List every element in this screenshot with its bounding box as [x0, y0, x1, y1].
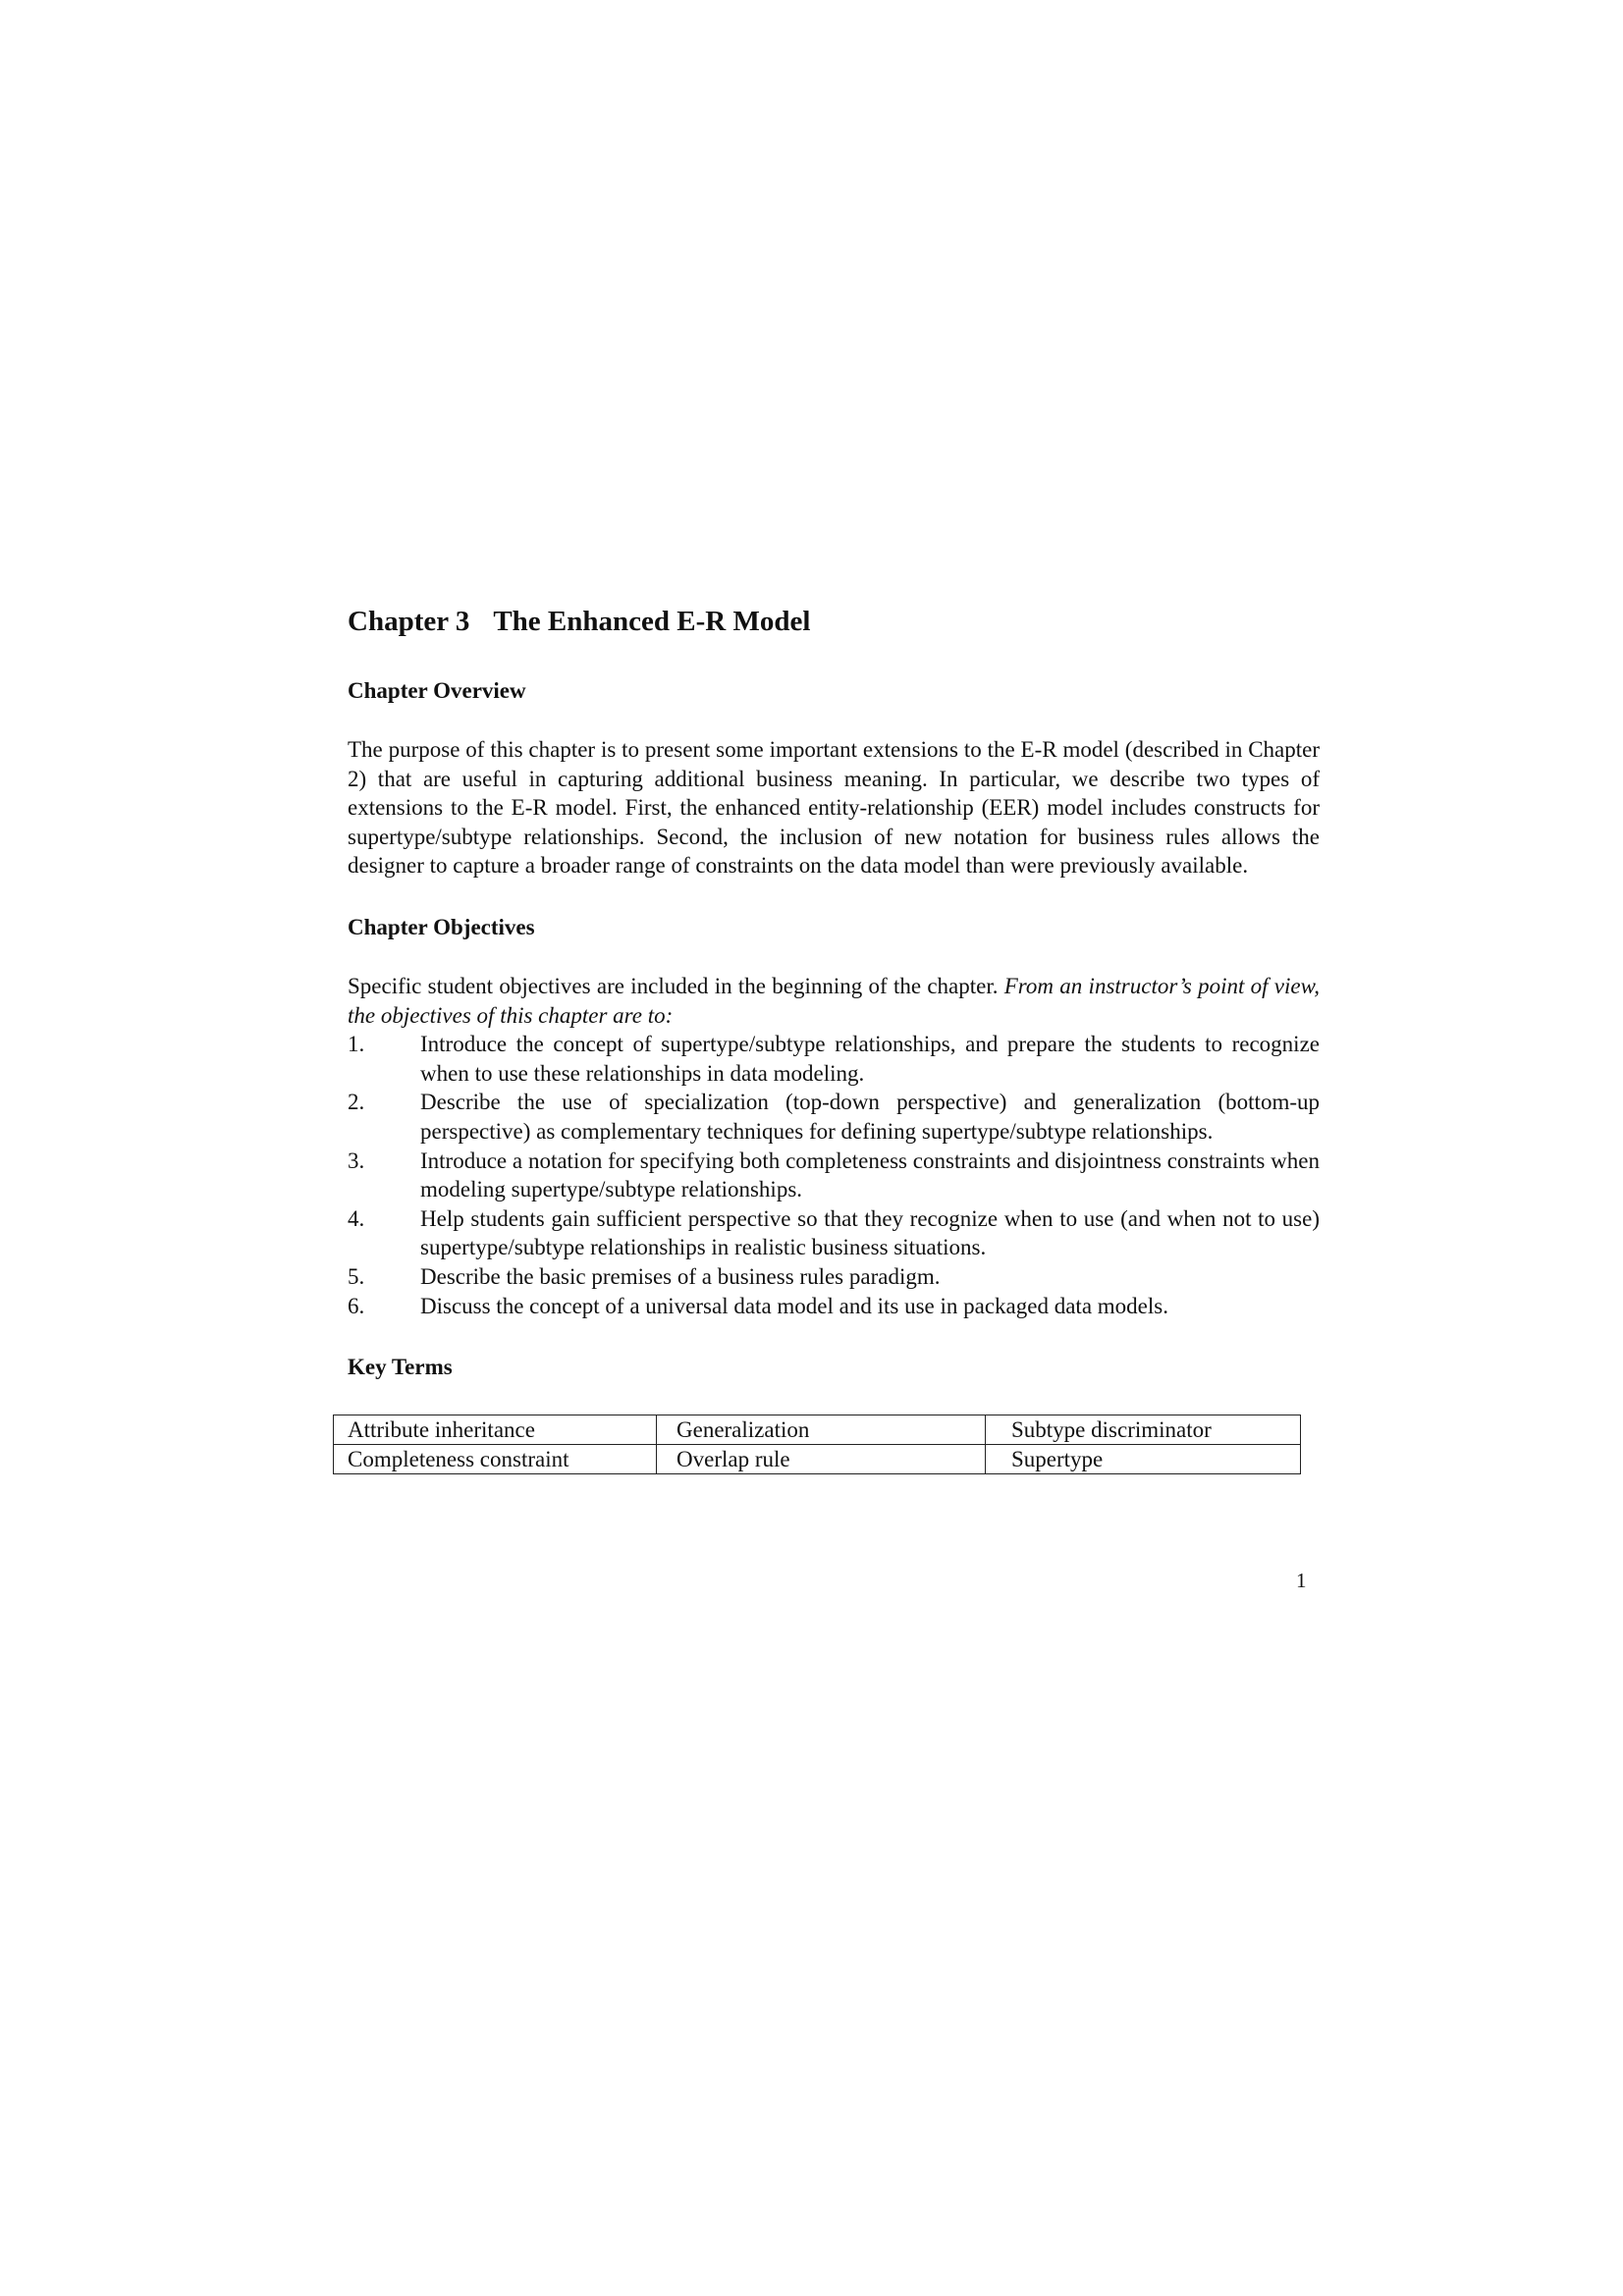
table-cell: Generalization	[657, 1415, 986, 1445]
page-number: 1	[1296, 1569, 1307, 1592]
objective-item	[348, 1088, 1320, 1146]
document-page	[348, 604, 1320, 1474]
objective-item	[348, 1204, 1320, 1262]
objective-text: Discuss the concept of a universal data model and its use in packaged data models.	[420, 1293, 1168, 1318]
chapter-number: Chapter 3	[348, 606, 470, 637]
objective-text: Describe the basic premises of a business rules paradigm.	[420, 1263, 941, 1289]
chapter-name: The Enhanced E-R Model	[493, 606, 811, 637]
table-cell: Subtype discriminator	[986, 1415, 1301, 1445]
overview-paragraph: The purpose of this chapter is to present some important extensions to the E-R model (described in Chapter 2) that are useful in capturing additional business meaning. In particular, we describe two types of extensions to the E-R model. First, the enhanced entity-relationship (EER) model includes constructs for supertype/subtype relationships. Second, the inclusion of new notation for business rules allows the designer to capture a broader range of constraints on the data model than were previously available.	[348, 737, 1320, 879]
objective-number: 2.	[348, 1090, 365, 1115]
objective-item	[348, 1030, 1320, 1088]
objectives-list	[348, 1030, 1320, 1320]
objectives-heading: Chapter Objectives	[348, 914, 535, 939]
table-row	[334, 1415, 1301, 1445]
table-row	[334, 1445, 1301, 1474]
objective-number: 5.	[348, 1263, 365, 1289]
chapter-title	[348, 604, 1320, 639]
table-cell: Supertype	[986, 1445, 1301, 1474]
objective-item	[348, 1262, 1320, 1292]
objective-text: Describe the use of specialization (top-down perspective) and generalization (bottom-up perspective) as complementary techniques for defining supertype/subtype relationships.	[420, 1090, 1320, 1144]
objectives-intro-italic: From an instructor’s point of view, the objectives of this chapter are to:	[348, 973, 1320, 1028]
table-cell: Completeness constraint	[334, 1445, 657, 1474]
overview-heading: Chapter Overview	[348, 678, 526, 703]
objective-text: Introduce the concept of supertype/subtype relationships, and prepare the students to recognize when to use these relationships in data modeling.	[420, 1032, 1320, 1086]
objectives-intro-text: Specific student objectives are included in the beginning of the chapter.	[348, 973, 1004, 998]
key-terms-heading: Key Terms	[348, 1355, 453, 1380]
objective-number: 3.	[348, 1148, 365, 1173]
objective-text: Help students gain sufficient perspective so that they recognize when to use (and when not to use) supertype/subtype relationships in realistic business situations.	[420, 1205, 1320, 1260]
table-cell: Attribute inheritance	[334, 1415, 657, 1445]
objective-item	[348, 1292, 1320, 1321]
table-cell: Overlap rule	[657, 1445, 986, 1474]
objective-number: 4.	[348, 1205, 365, 1231]
objective-number: 6.	[348, 1293, 365, 1318]
objective-number: 1.	[348, 1032, 365, 1057]
objective-item	[348, 1147, 1320, 1204]
objective-text: Introduce a notation for specifying both completeness constraints and disjointness constraints when modeling supertype/subtype relationships.	[420, 1148, 1320, 1202]
key-terms-table	[333, 1415, 1301, 1474]
objectives-intro	[348, 972, 1320, 1030]
